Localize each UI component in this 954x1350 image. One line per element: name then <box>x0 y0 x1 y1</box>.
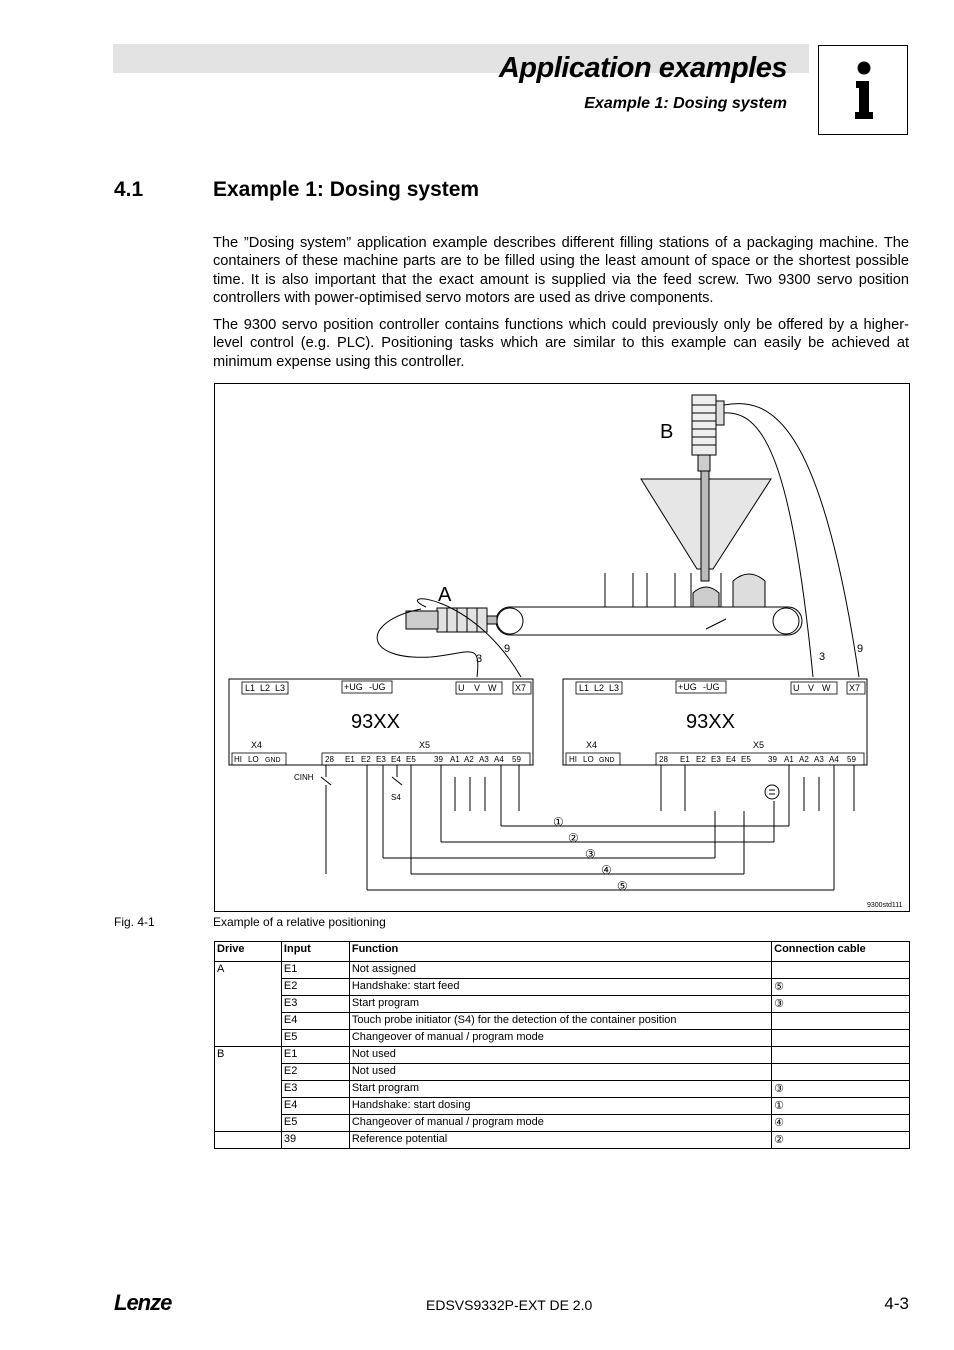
x5-e5-a: E5 <box>406 755 416 764</box>
cell-function: Start program <box>349 1081 771 1098</box>
cell-drive <box>215 1081 282 1098</box>
term-v-b: V <box>808 683 815 693</box>
term-w-a: W <box>488 683 497 693</box>
cell-drive <box>215 979 282 996</box>
header-connection-cable: Connection cable <box>772 942 910 962</box>
x4-hi-a: HI <box>234 755 242 764</box>
x5-59-b: 59 <box>847 755 856 764</box>
figure-label: Fig. 4-1 <box>114 915 155 929</box>
term-ug-minus-b: -UG <box>703 682 720 692</box>
x4-gnd-a: GND <box>265 757 281 764</box>
dosing-system-diagram <box>215 384 909 911</box>
cell-cable: ① <box>772 1098 910 1115</box>
cable-mark-3: ③ <box>585 847 596 861</box>
x5-e1-b: E1 <box>680 755 690 764</box>
x5-e1-a: E1 <box>345 755 355 764</box>
x5-39-a: 39 <box>434 755 443 764</box>
cell-cable: ② <box>772 1132 910 1149</box>
cell-drive <box>215 996 282 1013</box>
x5-59-a: 59 <box>512 755 521 764</box>
cell-drive <box>215 1098 282 1115</box>
term-ug-plus-b: +UG <box>678 682 697 692</box>
page-title: Application examples <box>498 52 787 84</box>
table-row <box>215 979 910 996</box>
section-title: Example 1: Dosing system <box>213 178 480 201</box>
cell-drive: B <box>215 1047 282 1064</box>
cell-input: E2 <box>281 1064 349 1081</box>
x5-e5-b: E5 <box>741 755 751 764</box>
cell-function: Not used <box>349 1064 771 1081</box>
cell-cable <box>772 962 910 979</box>
x5-label-b: X5 <box>753 740 765 750</box>
cell-cable: ⑤ <box>772 979 910 996</box>
cable-num-9-a: 9 <box>504 643 511 655</box>
table-row <box>215 996 910 1013</box>
cable-mark-4: ④ <box>601 863 612 877</box>
x4-gnd-b: GND <box>599 757 615 764</box>
controller-b-name: 93XX <box>686 711 735 733</box>
cell-cable <box>772 1064 910 1081</box>
cable-num-3-a: 3 <box>476 653 483 665</box>
header-input: Input <box>281 942 349 962</box>
cell-function: Changeover of manual / program mode <box>349 1115 771 1132</box>
cell-drive <box>215 1064 282 1081</box>
x5-a3-b: A3 <box>814 755 824 764</box>
x4-lo-a: LO <box>248 755 259 764</box>
document-id: EDSVS9332P-EXT DE 2.0 <box>426 1297 593 1313</box>
cell-input: E1 <box>281 962 349 979</box>
label-motor-a: A <box>438 584 452 606</box>
cable-mark-1: ① <box>553 815 564 829</box>
table-row <box>215 1047 910 1064</box>
table-row <box>215 962 910 979</box>
cell-cable: ③ <box>772 1081 910 1098</box>
motor-a-icon <box>406 608 497 632</box>
term-l1-b: L1 <box>579 683 590 693</box>
cell-drive <box>215 1030 282 1047</box>
table-row <box>215 1081 910 1098</box>
table-row <box>215 1132 910 1149</box>
x4-hi-b: HI <box>569 755 577 764</box>
x4-label-b: X4 <box>586 740 598 750</box>
table-row <box>215 1030 910 1047</box>
cell-function: Changeover of manual / program mode <box>349 1030 771 1047</box>
term-v-a: V <box>474 683 481 693</box>
label-motor-b: B <box>660 421 674 443</box>
cell-cable <box>772 1047 910 1064</box>
cell-cable <box>772 1013 910 1030</box>
term-w-b: W <box>822 683 831 693</box>
x4-lo-b: LO <box>583 755 594 764</box>
cell-input: E4 <box>281 1013 349 1030</box>
cell-cable: ④ <box>772 1115 910 1132</box>
x5-e2-b: E2 <box>696 755 706 764</box>
cell-input: E1 <box>281 1047 349 1064</box>
table-row <box>215 1013 910 1030</box>
cell-function: Not assigned <box>349 962 771 979</box>
cell-function: Touch probe initiator (S4) for the detection of the container position <box>349 1013 771 1030</box>
x5-e4-a: E4 <box>391 755 401 764</box>
x5-28-b: 28 <box>659 755 668 764</box>
header-function: Function <box>349 942 771 962</box>
cell-function: Handshake: start dosing <box>349 1098 771 1115</box>
cell-input: E5 <box>281 1030 349 1047</box>
cell-input: E5 <box>281 1115 349 1132</box>
cinh-label: CINH <box>294 773 314 782</box>
cell-function: Reference potential <box>349 1132 771 1149</box>
cell-input: 39 <box>281 1132 349 1149</box>
term-ug-plus-a: +UG <box>344 682 363 692</box>
cell-drive <box>215 1132 282 1149</box>
figure-dosing-system <box>214 383 910 912</box>
x5-28-a: 28 <box>325 755 334 764</box>
cell-input: E2 <box>281 979 349 996</box>
table-row <box>215 1064 910 1081</box>
s4-label: S4 <box>391 793 401 802</box>
x5-e2-a: E2 <box>361 755 371 764</box>
cell-drive: A <box>215 962 282 979</box>
table-row <box>215 1115 910 1132</box>
cable-mark-5: ⑤ <box>617 879 628 893</box>
cell-input: E3 <box>281 1081 349 1098</box>
x5-a3-a: A3 <box>479 755 489 764</box>
cell-input: E3 <box>281 996 349 1013</box>
cell-input: E4 <box>281 1098 349 1115</box>
cable-num-9-b: 9 <box>857 643 864 655</box>
page-subtitle: Example 1: Dosing system <box>584 95 787 112</box>
term-l1-a: L1 <box>245 683 256 693</box>
x5-a4-a: A4 <box>494 755 504 764</box>
cable-mark-2: ② <box>568 831 579 845</box>
x5-a4-b: A4 <box>829 755 839 764</box>
x5-e3-a: E3 <box>376 755 386 764</box>
x5-a2-b: A2 <box>799 755 809 764</box>
cable-num-3-b: 3 <box>819 651 826 663</box>
term-ug-minus-a: -UG <box>369 682 386 692</box>
info-box <box>818 45 908 135</box>
x5-39-b: 39 <box>768 755 777 764</box>
table-header-row <box>215 942 910 962</box>
x5-a1-a: A1 <box>450 755 460 764</box>
x5-label-a: X5 <box>419 740 431 750</box>
header-drive: Drive <box>215 942 282 962</box>
figure-ref: 9300std111 <box>867 902 903 909</box>
x5-a1-b: A1 <box>784 755 794 764</box>
term-u-a: U <box>458 683 465 693</box>
lenze-logo: Lenze <box>114 1290 172 1315</box>
info-icon <box>819 46 907 134</box>
cell-function: Handshake: start feed <box>349 979 771 996</box>
cell-drive <box>215 1013 282 1030</box>
term-l3-a: L3 <box>275 683 286 693</box>
term-x7-a: X7 <box>515 683 527 693</box>
term-x7-b: X7 <box>849 683 861 693</box>
term-l2-b: L2 <box>594 683 605 693</box>
controller-a-name: 93XX <box>351 711 400 733</box>
x4-label-a: X4 <box>251 740 263 750</box>
connection-table <box>214 941 910 1149</box>
paragraph-2: The 9300 servo position controller contains functions which could previously only be offered by a higher-level control (e.g. PLC). Positioning tasks which are similar to this example can easily be achieved at minimum expense using this controller. <box>213 317 909 370</box>
x5-a2-a: A2 <box>464 755 474 764</box>
table-row <box>215 1098 910 1115</box>
page-number: 4-3 <box>884 1294 909 1313</box>
x5-e4-b: E4 <box>726 755 736 764</box>
cell-cable: ③ <box>772 996 910 1013</box>
term-l3-b: L3 <box>609 683 620 693</box>
x5-e3-b: E3 <box>711 755 721 764</box>
cell-cable <box>772 1030 910 1047</box>
cell-function: Start program <box>349 996 771 1013</box>
term-u-b: U <box>793 683 800 693</box>
cell-drive <box>215 1115 282 1132</box>
term-l2-a: L2 <box>260 683 271 693</box>
paragraph-1: The ”Dosing system” application example describes different filling stations of a packaging machine. The containers of these machine parts are to be filled using the least amount of space or the shortest possible time. It is also important that the exact amount is supplied via the feed screw. Two 9300 servo position controllers with power-optimised servo motors are used as drive components. <box>213 235 909 307</box>
figure-caption: Example of a relative positioning <box>213 915 386 929</box>
cell-function: Not used <box>349 1047 771 1064</box>
motor-b-icon <box>692 395 724 471</box>
section-number: 4.1 <box>114 178 144 201</box>
